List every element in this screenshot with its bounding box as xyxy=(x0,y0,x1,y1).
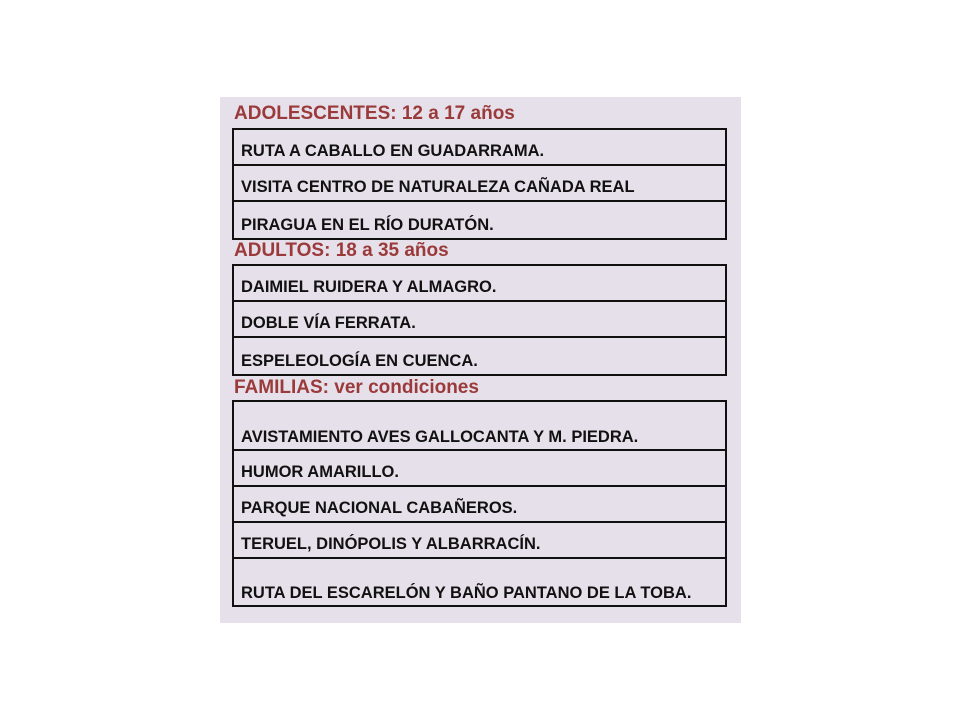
section-heading-adolescentes xyxy=(234,103,515,125)
list-item xyxy=(234,202,725,238)
list-item xyxy=(234,266,725,302)
activity-label: RUTA A CABALLO EN GUADARRAMA. xyxy=(241,142,545,160)
section-subtitle: 12 a 17 años xyxy=(401,103,515,124)
section-title: FAMILIAS: xyxy=(234,377,329,398)
section-title: ADULTOS: xyxy=(234,240,331,261)
list-item xyxy=(234,338,725,374)
section-heading-adultos xyxy=(234,240,449,262)
activities-panel xyxy=(220,97,741,623)
list-item xyxy=(234,130,725,166)
activity-label: DAIMIEL RUIDERA Y ALMAGRO. xyxy=(241,278,497,296)
section-heading-familias xyxy=(234,377,479,399)
activity-label: TERUEL, DINÓPOLIS Y ALBARRACÍN. xyxy=(241,535,541,553)
activity-label: PARQUE NACIONAL CABAÑEROS. xyxy=(241,499,518,517)
list-item xyxy=(234,302,725,338)
activity-list-adolescentes xyxy=(232,128,727,240)
activity-label: ESPELEOLOGÍA EN CUENCA. xyxy=(241,352,478,370)
activity-list-adultos xyxy=(232,264,727,376)
list-item xyxy=(234,523,725,559)
list-item xyxy=(234,402,725,451)
list-item xyxy=(234,451,725,487)
section-subtitle: 18 a 35 años xyxy=(335,240,449,261)
activity-label: PIRAGUA EN EL RÍO DURATÓN. xyxy=(241,216,494,234)
activity-label: RUTA DEL ESCARELÓN Y BAÑO PANTANO DE LA TOBA. xyxy=(241,584,692,602)
activity-label: DOBLE VÍA FERRATA. xyxy=(241,314,416,332)
activity-label: HUMOR AMARILLO. xyxy=(241,463,399,481)
activity-list-familias xyxy=(232,400,727,607)
activity-label: VISITA CENTRO DE NATURALEZA CAÑADA REAL xyxy=(241,178,635,196)
activity-label: AVISTAMIENTO AVES GALLOCANTA Y M. PIEDRA. xyxy=(241,428,639,446)
list-item xyxy=(234,559,725,605)
section-title: ADOLESCENTES: xyxy=(234,103,397,124)
list-item xyxy=(234,166,725,202)
section-subtitle: ver condiciones xyxy=(334,377,479,398)
list-item xyxy=(234,487,725,523)
